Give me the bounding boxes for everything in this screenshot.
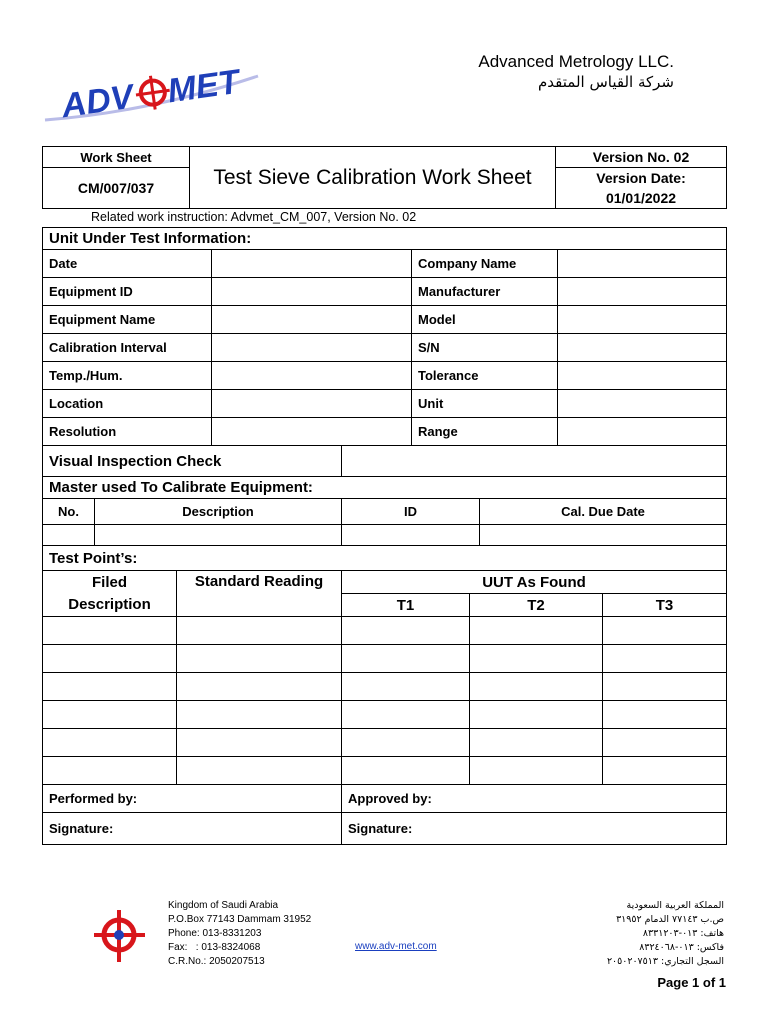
uut-label-equipment-id: Equipment ID — [43, 278, 212, 306]
footer-address-ar-line: فاكس: ٠١٣-٨٣٢٤٠٦٨ — [639, 942, 724, 953]
worksheet-code: CM/007/037 — [43, 168, 190, 209]
test-cell[interactable] — [342, 673, 470, 701]
uut-value-tolerance[interactable] — [558, 362, 727, 390]
filed-description-header — [43, 571, 177, 617]
uut-label-unit: Unit — [412, 390, 558, 418]
signature-left-field[interactable]: Signature: — [43, 813, 342, 845]
test-cell[interactable] — [43, 673, 177, 701]
version-date: 01/01/2022 — [605, 190, 677, 206]
uut-value-cal-interval[interactable] — [212, 334, 412, 362]
test-cell[interactable] — [342, 757, 470, 785]
filed-header-line2: Description — [68, 595, 151, 613]
uut-label-sn: S/N — [412, 334, 558, 362]
master-cell-description[interactable] — [95, 525, 342, 546]
uut-value-company[interactable] — [558, 250, 727, 278]
master-heading: Master used To Calibrate Equipment: — [43, 477, 727, 499]
test-cell[interactable] — [470, 701, 603, 729]
uut-label-date: Date — [43, 250, 212, 278]
uut-label-manufacturer: Manufacturer — [412, 278, 558, 306]
footer-address-ar-line: ص.ب ٧٧١٤٣ الدمام ٣١٩٥٢ — [616, 914, 724, 925]
uut-value-unit[interactable] — [558, 390, 727, 418]
visual-inspection-table — [42, 445, 727, 477]
test-cell[interactable] — [470, 729, 603, 757]
uut-value-equipment-id[interactable] — [212, 278, 412, 306]
page-number: Page 1 of 1 — [657, 975, 726, 990]
approved-by-field[interactable]: Approved by: — [342, 785, 727, 813]
test-points-table — [42, 545, 727, 785]
test-cell[interactable] — [43, 757, 177, 785]
related-work-instruction: Related work instruction: Advmet_CM_007, Version No. 02 — [91, 210, 417, 224]
uut-value-model[interactable] — [558, 306, 727, 334]
uut-info-table — [42, 227, 727, 446]
uut-value-manufacturer[interactable] — [558, 278, 727, 306]
footer-address-en — [168, 899, 311, 969]
visual-inspection-label: Visual Inspection Check — [43, 446, 342, 477]
company-name-block — [478, 52, 674, 92]
uut-heading: Unit Under Test Information: — [43, 228, 727, 250]
master-table — [42, 476, 727, 546]
test-cell[interactable] — [342, 701, 470, 729]
filed-header-line1: Filed — [91, 573, 127, 591]
standard-reading-header: Standard Reading — [177, 571, 342, 617]
uut-label-range: Range — [412, 418, 558, 446]
table-row — [43, 617, 727, 645]
master-col-description: Description — [95, 499, 342, 525]
footer-address-ar — [607, 899, 724, 969]
sheet-title: Test Sieve Calibration Work Sheet — [190, 147, 556, 209]
test-cell[interactable] — [470, 617, 603, 645]
version-number: Version No. 02 — [556, 147, 727, 168]
footer-fax: Fax: : 013-8324068 — [168, 942, 261, 953]
uut-label-company: Company Name — [412, 250, 558, 278]
test-cell[interactable] — [177, 673, 342, 701]
version-date-cell — [556, 168, 727, 209]
test-cell[interactable] — [177, 757, 342, 785]
version-date-label: Version Date: — [596, 170, 686, 186]
uut-label-resolution: Resolution — [43, 418, 212, 446]
test-cell[interactable] — [177, 617, 342, 645]
footer-cr-no: C.R.No.: 2050207513 — [168, 956, 265, 967]
table-row — [43, 645, 727, 673]
test-cell[interactable] — [43, 729, 177, 757]
uut-value-resolution[interactable] — [212, 418, 412, 446]
footer-address-line: Kingdom of Saudi Arabia — [168, 900, 279, 911]
test-cell[interactable] — [603, 673, 727, 701]
uut-value-equipment-name[interactable] — [212, 306, 412, 334]
test-cell[interactable] — [342, 617, 470, 645]
crosshair-logo-icon — [91, 906, 147, 964]
logo-text: ADV — [59, 77, 136, 126]
test-cell[interactable] — [342, 729, 470, 757]
performed-by-field[interactable]: Performed by: — [43, 785, 342, 813]
uut-label-cal-interval: Calibration Interval — [43, 334, 212, 362]
uut-label-model: Model — [412, 306, 558, 334]
svg-text:MET: MET — [165, 62, 242, 111]
footer-address-line: P.O.Box 77143 Dammam 31952 — [168, 914, 312, 925]
company-name-en: Advanced Metrology LLC. — [478, 52, 674, 71]
uut-value-range[interactable] — [558, 418, 727, 446]
test-cell[interactable] — [177, 645, 342, 673]
signoff-table — [42, 784, 727, 845]
worksheet-label: Work Sheet — [43, 147, 190, 168]
test-cell[interactable] — [43, 617, 177, 645]
visual-inspection-value[interactable] — [342, 446, 727, 477]
footer-address-ar-line: هاتف: ٠١٣-٨٣٣١٢٠٣ — [642, 928, 724, 939]
signature-right-field[interactable]: Signature: — [342, 813, 727, 845]
test-cell[interactable] — [43, 645, 177, 673]
uut-label-equipment-name: Equipment Name — [43, 306, 212, 334]
uut-label-temp-hum: Temp./Hum. — [43, 362, 212, 390]
table-row — [43, 757, 727, 785]
test-cell[interactable] — [603, 757, 727, 785]
table-row — [43, 673, 727, 701]
test-cell[interactable] — [470, 645, 603, 673]
footer-phone: Phone: 013-8331203 — [168, 928, 262, 939]
uut-value-sn[interactable] — [558, 334, 727, 362]
test-cell[interactable] — [43, 701, 177, 729]
master-col-no: No. — [43, 499, 95, 525]
uut-value-date[interactable] — [212, 250, 412, 278]
uut-label-tolerance: Tolerance — [412, 362, 558, 390]
table-row — [43, 701, 727, 729]
test-cell[interactable] — [603, 645, 727, 673]
test-cell[interactable] — [177, 701, 342, 729]
advomet-logo — [40, 42, 270, 127]
test-cell[interactable] — [603, 701, 727, 729]
test-cell[interactable] — [603, 617, 727, 645]
company-name-ar: شركة القياس المتقدم — [538, 73, 674, 91]
test-cell[interactable] — [470, 757, 603, 785]
uut-value-temp-hum[interactable] — [212, 362, 412, 390]
master-cell-cal-due[interactable] — [480, 525, 727, 546]
footer-address-ar-line: السجل التجاري: ٢٠٥٠٢٠٧٥١٣ — [606, 956, 724, 967]
header-table — [42, 146, 727, 209]
test-cell[interactable] — [603, 729, 727, 757]
footer-address-ar-line: المملكة العربية السعودية — [626, 900, 724, 911]
test-cell[interactable] — [177, 729, 342, 757]
master-cell-id[interactable] — [342, 525, 480, 546]
master-cell-no[interactable] — [43, 525, 95, 546]
uut-label-location: Location — [43, 390, 212, 418]
uut-as-found-header: UUT As Found — [342, 571, 727, 594]
table-row — [43, 729, 727, 757]
master-col-cal-due: Cal. Due Date — [480, 499, 727, 525]
master-col-id: ID — [342, 499, 480, 525]
uut-value-location[interactable] — [212, 390, 412, 418]
test-cell[interactable] — [470, 673, 603, 701]
website-link[interactable]: www.adv-met.com — [355, 941, 437, 952]
t1-header: T1 — [342, 594, 470, 617]
test-cell[interactable] — [342, 645, 470, 673]
t3-header: T3 — [603, 594, 727, 617]
test-points-heading: Test Point’s: — [43, 546, 727, 571]
t2-header: T2 — [470, 594, 603, 617]
